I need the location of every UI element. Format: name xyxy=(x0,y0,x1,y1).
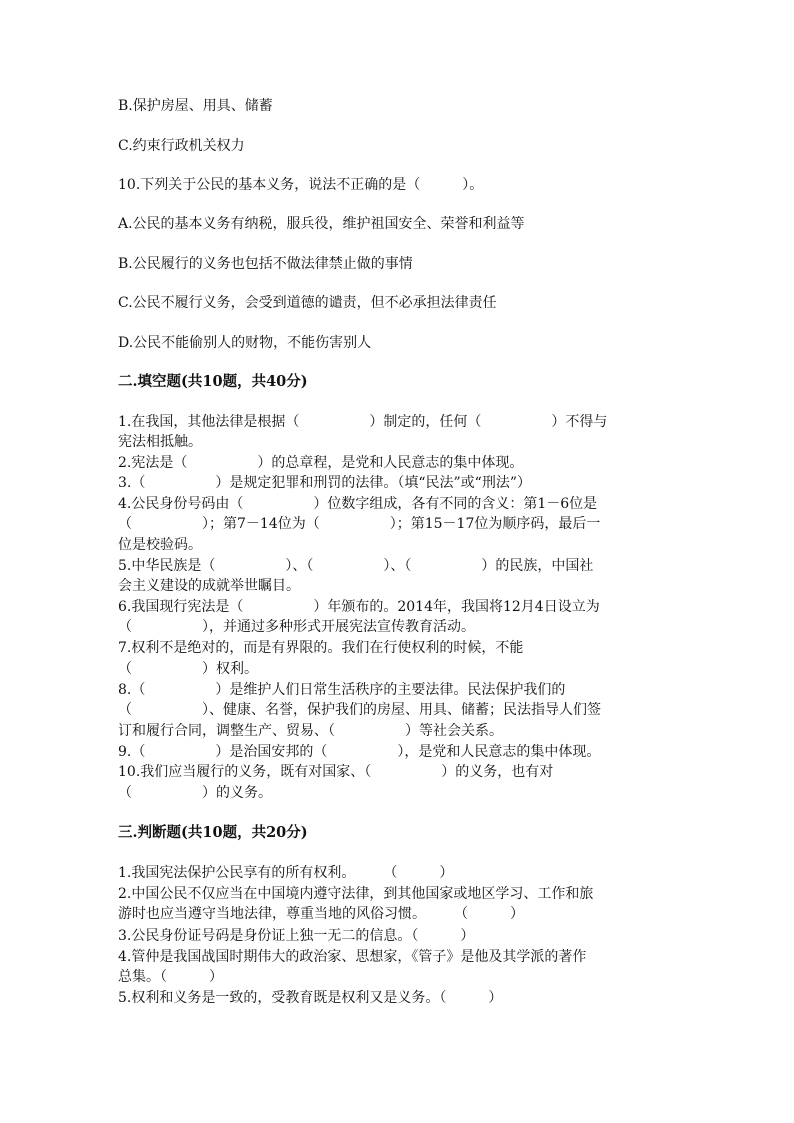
question-line: 4.公民身份号码由（ ）位数字组成，各有不同的含义：第1－6位是 xyxy=(118,496,598,512)
option-line: C.约束行政机关权力 xyxy=(118,138,245,154)
section-heading-fill-blank: 二.填空题(共10题，共40分) xyxy=(118,373,308,390)
option-line: B.公民履行的义务也包括不做法律禁止做的事情 xyxy=(118,256,413,272)
option-line: B.保护房屋、用具、储蓄 xyxy=(118,98,273,114)
question-line: 7.权利不是绝对的，而是有界限的。我们在行使权利的时候，不能 xyxy=(118,640,524,656)
option-line: D.公民不能偷别人的财物，不能伤害别人 xyxy=(118,335,372,351)
question-line: （ ），并通过多种形式开展宪法宣传教育活动。 xyxy=(118,619,475,635)
question-line: 6.我国现行宪法是（ ）年颁布的。2014年，我国将12月4日设立为 xyxy=(118,599,600,615)
question-line: 5.权利和义务是一致的，受教育既是权利又是义务。（ ） xyxy=(118,990,503,1006)
question-line: 总集。（ ） xyxy=(118,969,223,985)
question-line: 8.（ ）是维护人们日常生活秩序的主要法律。民法保护我们的 xyxy=(118,682,566,698)
section-heading-true-false: 三.判断题(共10题，共20分) xyxy=(118,824,308,841)
question-line: 位是校验码。 xyxy=(118,537,202,553)
question-line: 1.我国宪法保护公民享有的所有权利。 （ ） xyxy=(118,865,454,881)
question-line: 10.下列关于公民的基本义务，说法不正确的是（ ）。 xyxy=(118,177,484,193)
question-line: 9.（ ）是治国安邦的（ ），是党和人民意志的集中体现。 xyxy=(118,744,601,760)
question-line: （ ）权利。 xyxy=(118,661,258,677)
question-line: 订和履行合同，调整生产、贸易、（ ）等社会关系。 xyxy=(118,723,503,739)
question-line: 3.（ ）是规定犯罪和刑罚的法律。（填“民法”或“刑法”） xyxy=(118,475,531,491)
question-line: 宪法相抵触。 xyxy=(118,434,202,450)
option-line: C.公民不履行义务，会受到道德的谴责，但不必承担法律责任 xyxy=(118,295,497,311)
question-line: 游时也应当遵守当地法律，尊重当地的风俗习惯。 （ ） xyxy=(118,906,524,922)
question-line: 会主义建设的成就举世瞩目。 xyxy=(118,578,300,594)
question-line: （ ）的义务。 xyxy=(118,785,272,801)
option-line: A.公民的基本义务有纳税，服兵役，维护祖国安全、荣誉和利益等 xyxy=(118,216,525,232)
question-line: 1.在我国，其他法律是根据（ ）制定的，任何（ ）不得与 xyxy=(118,414,608,430)
question-line: 2.宪法是（ ）的总章程，是党和人民意志的集中体现。 xyxy=(118,455,524,471)
question-line: 10.我们应当履行的义务，既有对国家、（ ）的义务，也有对 xyxy=(118,764,554,780)
question-line: （ ）；第7－14位为（ ）；第15－17位为顺序码，最后一 xyxy=(118,516,601,532)
question-line: 4.管仲是我国战国时期伟大的政治家、思想家，《管子》是他及其学派的著作 xyxy=(118,949,587,965)
question-line: 3.公民身份证号码是身份证上独一无二的信息。（ ） xyxy=(118,928,475,944)
question-line: 5.中华民族是（ ）、（ ）、（ ）的民族，中国社 xyxy=(118,558,594,574)
question-line: （ ）、健康、名誉，保护我们的房屋、用具、储蓄；民法指导人们签 xyxy=(118,702,601,718)
question-line: 2.中国公民不仅应当在中国境内遵守法律，到其他国家或地区学习、工作和旅 xyxy=(118,886,594,902)
